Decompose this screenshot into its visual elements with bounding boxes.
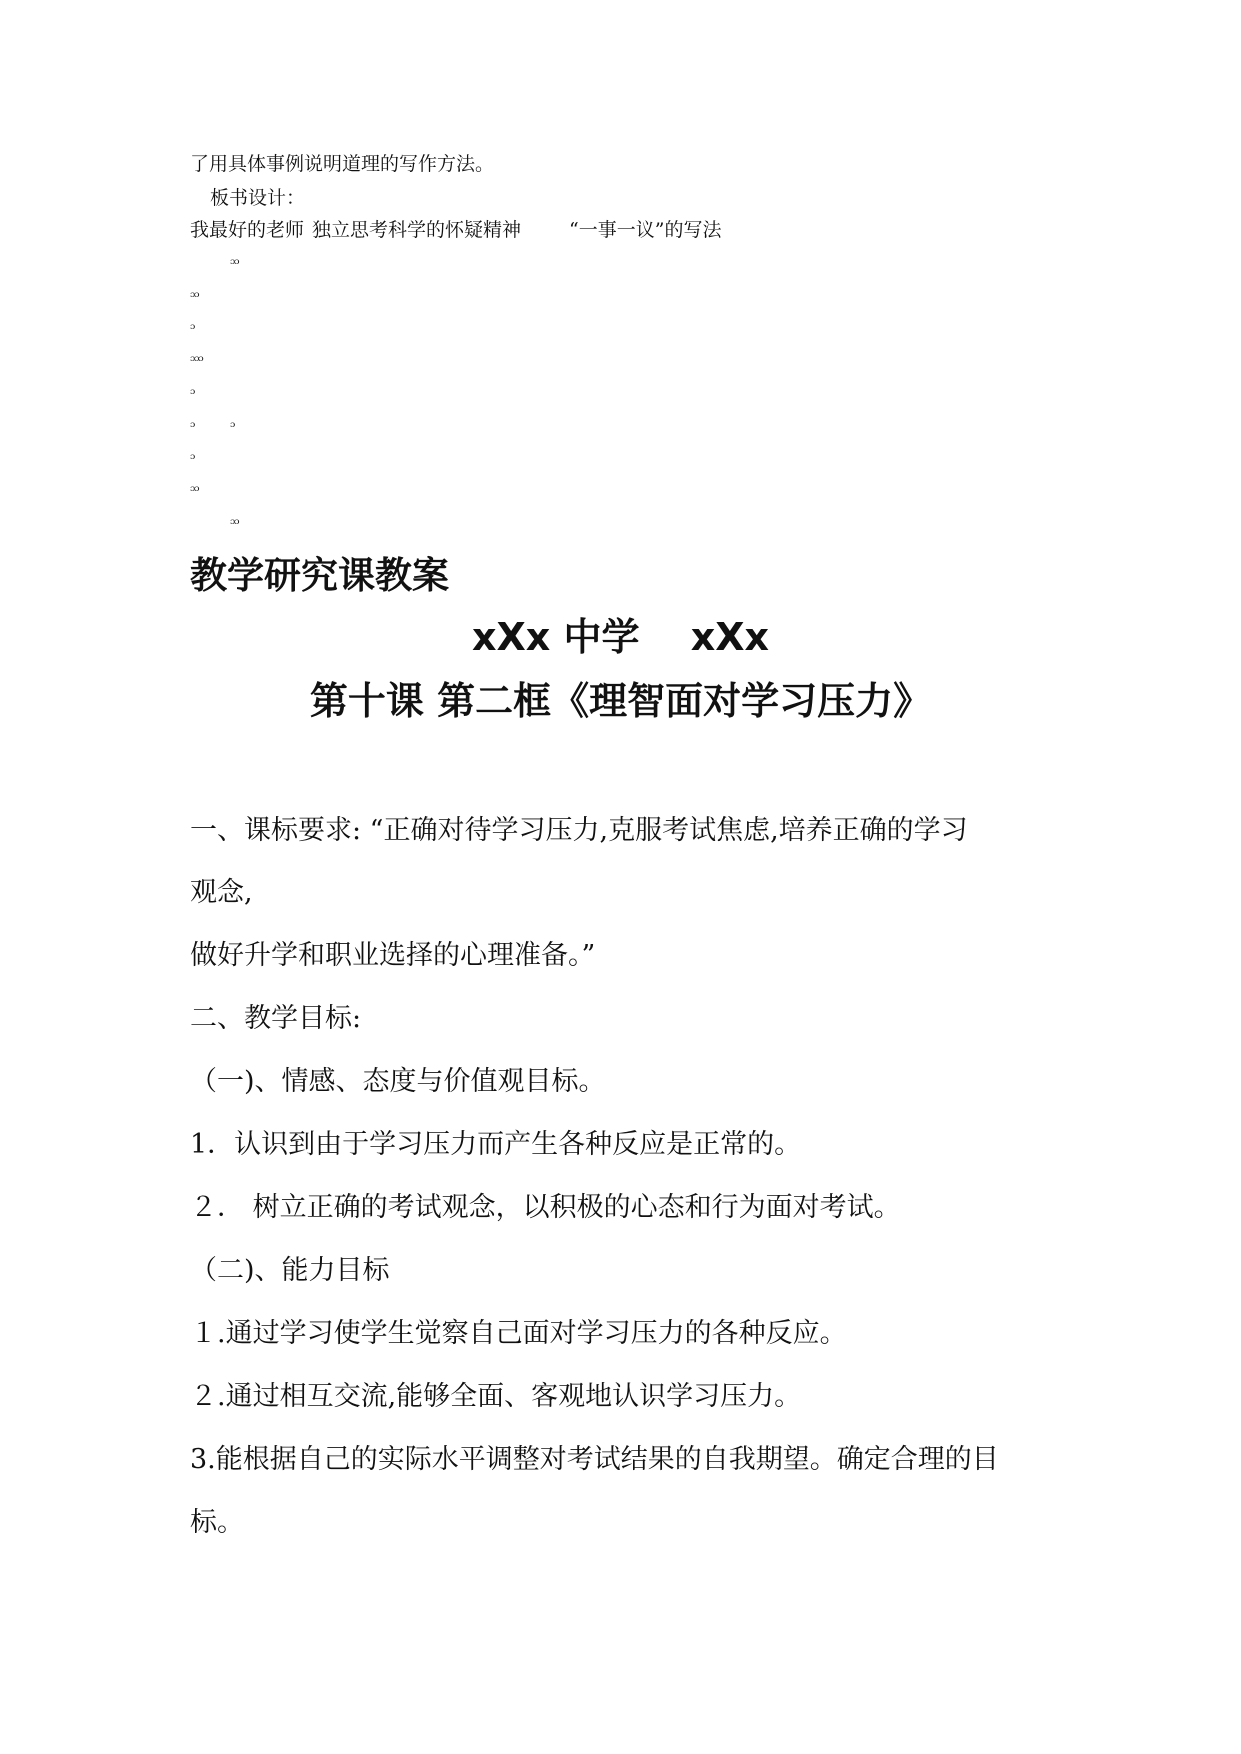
board-design-label: 板书设计： (210, 187, 306, 209)
mark-symbol: ᵓ (230, 418, 235, 436)
board-col-teacher: 我最好的老师 (190, 219, 305, 241)
mark-symbol: ᵓ (190, 418, 195, 436)
mark-symbol: ᵓ (190, 450, 195, 468)
mark-symbol: ᵓᵓᵓ (190, 352, 203, 370)
mark-symbol: ᵓᵓ (230, 515, 239, 533)
goal-item: ２.通过相互交流,能够全面、客观地认识学习压力。 (190, 1381, 802, 1412)
mark-symbol: ᵓᵓ (230, 255, 239, 273)
mark-symbol: ᵓᵓ (190, 288, 199, 306)
mark-symbol: ᵓ (190, 385, 195, 403)
text-line-writing-method: 了用具体事例说明道理的写作方法。 (190, 153, 495, 175)
curriculum-requirement-line: 一、课标要求: “正确对待学习压力,克服考试焦虑,培养正确的学习 (190, 815, 968, 846)
school-line: xXx 中学 xXx (471, 615, 770, 659)
goal-item: 1．认识到由于学习压力而产生各种反应是正常的。 (190, 1129, 802, 1160)
board-design-row (190, 218, 721, 242)
teaching-goals-heading: 二、教学目标: (190, 1003, 362, 1034)
curriculum-requirement-line: 做好升学和职业选择的心理准备。” (190, 940, 596, 971)
mark-symbol: ᵓᵓ (190, 482, 199, 500)
lesson-title: 第十课 第二框《理智面对学习压力》 (309, 679, 932, 723)
board-col-method: “一事一议”的写法 (569, 219, 722, 241)
goal-subheading: （二)、能力目标 (190, 1255, 390, 1286)
mark-symbol: ᵓ (190, 320, 195, 338)
curriculum-requirement-line: 观念, (190, 877, 253, 908)
goal-item: 标。 (190, 1507, 244, 1538)
goal-item: 3.能根据自己的实际水平调整对考试结果的自我期望。确定合理的目 (190, 1444, 999, 1475)
section-heading: 教学研究课教案 (190, 554, 449, 597)
goal-subheading: （一)、情感、态度与价值观目标。 (190, 1066, 606, 1097)
goal-item: １.通过学习使学生觉察自己面对学习压力的各种反应。 (190, 1318, 847, 1349)
goal-item: ２． 树立正确的考试观念，以积极的心态和行为面对考试。 (190, 1192, 901, 1223)
board-col-spirit: 独立思考科学的怀疑精神 (312, 219, 522, 241)
